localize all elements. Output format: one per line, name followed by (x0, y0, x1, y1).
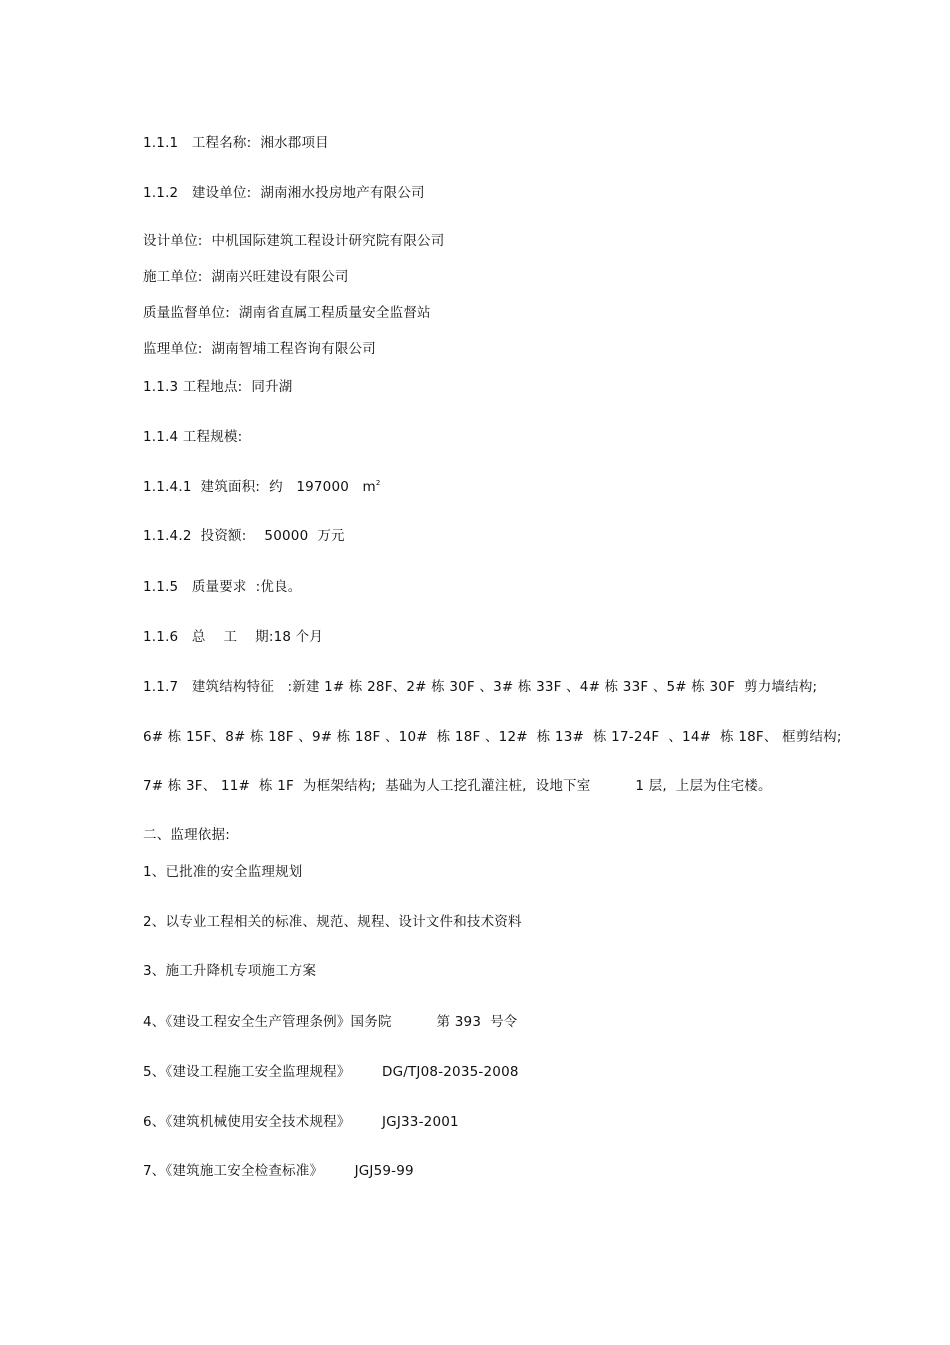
total-duration: 1.1.6 总 工 期:18 个月 (143, 629, 324, 645)
basis-item-1: 1、已批准的安全监理规划 (143, 864, 303, 880)
area-unit-superscript: 2 (375, 479, 381, 487)
building-area (143, 478, 381, 496)
project-name: 1.1.1 工程名称: 湘水郡项目 (143, 135, 329, 151)
supervision-basis-heading: 二、监理依据: (143, 827, 230, 843)
supervision-unit: 监理单位: 湖南智埔工程咨询有限公司 (143, 341, 376, 357)
project-location: 1.1.3 工程地点: 同升湖 (143, 379, 293, 395)
structure-features-line-1: 1.1.7 建筑结构特征 :新建 1# 栋 28F、2# 栋 30F 、3# 栋 33F 、4# 栋 33F 、5# 栋 30F 剪力墙结构; (143, 679, 818, 695)
basis-item-5: 5、《建设工程施工安全监理规程》 DG/TJ08-2035-2008 (143, 1064, 519, 1080)
basis-item-4: 4、《建设工程安全生产管理条例》国务院 第 393 号令 (143, 1014, 518, 1030)
construction-owner: 1.1.2 建设单位: 湖南湘水投房地产有限公司 (143, 185, 425, 201)
quality-supervision-unit: 质量监督单位: 湖南省直属工程质量安全监督站 (143, 305, 431, 321)
investment-amount: 1.1.4.2 投资额: 50000 万元 (143, 528, 345, 544)
basis-item-2: 2、以专业工程相关的标准、规范、规程、设计文件和技术资料 (143, 914, 522, 930)
building-area-text: 1.1.4.1 建筑面积: 约 197000 m (143, 479, 376, 495)
structure-features-line-2: 6# 栋 15F、8# 栋 18F 、9# 栋 18F 、10# 栋 18F 、12# 栋 13# 栋 17-24F 、14# 栋 18F、 框剪结构; (143, 729, 842, 745)
contractor-unit: 施工单位: 湖南兴旺建设有限公司 (143, 269, 349, 285)
basis-item-6: 6、《建筑机械使用安全技术规程》 JGJ33-2001 (143, 1114, 459, 1130)
structure-features-line-3: 7# 栋 3F、 11# 栋 1F 为框架结构; 基础为人工挖孔灌注桩, 设地下室 1 层, 上层为住宅楼。 (143, 778, 772, 794)
design-unit: 设计单位: 中机国际建筑工程设计研究院有限公司 (143, 233, 445, 249)
quality-requirement: 1.1.5 质量要求 :优良。 (143, 579, 302, 595)
basis-item-3: 3、施工升降机专项施工方案 (143, 963, 317, 979)
project-scale-heading: 1.1.4 工程规模: (143, 429, 243, 445)
basis-item-7: 7、《建筑施工安全检查标准》 JGJ59-99 (143, 1163, 414, 1179)
